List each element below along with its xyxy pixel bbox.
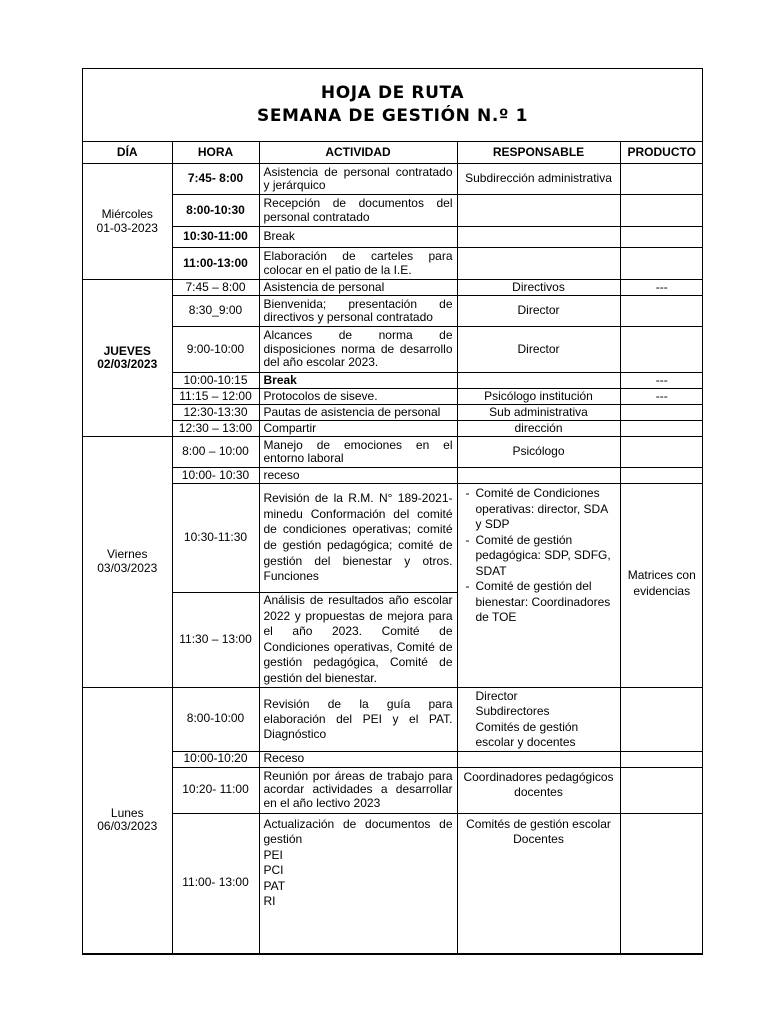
responsable-cell: Psicólogo	[457, 437, 620, 468]
actividad-cell: Asistencia de personal contratado y jerárquico	[259, 164, 457, 195]
hora-cell: 10:00-10:15	[172, 373, 259, 389]
producto-cell	[620, 248, 703, 280]
hora-cell: 10:00- 10:30	[172, 468, 259, 484]
list-item: Subdirectores	[475, 704, 550, 719]
table-row	[83, 813, 703, 953]
hora-cell: 10:30-11:30	[172, 484, 259, 593]
day-date: 02/03/2023	[97, 357, 158, 371]
header-hora: HORA	[172, 142, 259, 164]
table-row	[83, 296, 703, 327]
day-date: 01-03-2023	[96, 220, 158, 235]
header-responsable: RESPONSABLE	[457, 142, 620, 164]
hora-cell: 8:00-10:00	[172, 687, 259, 751]
list-item: Comités de gestión escolar y docentes	[475, 719, 579, 750]
responsable-cell	[457, 687, 620, 751]
title-line-2: SEMANA DE GESTIÓN N.º 1	[256, 106, 529, 126]
day-name: Viernes	[107, 547, 148, 562]
actividad-cell: Revisión de la guía para elaboración del PEI y el PAT. Diagnóstico	[259, 687, 457, 751]
hora-cell: 9:00-10:00	[172, 327, 259, 373]
producto-cell: ---	[620, 389, 703, 405]
table-row	[83, 280, 703, 296]
responsable-cell: Director	[457, 296, 620, 327]
list-item: - Comité de Condiciones operativas: director, SDA y SDP	[476, 486, 616, 533]
actividad-cell: Manejo de emociones en el entorno laboral	[259, 437, 457, 468]
hora-cell: 10:30-11:00	[172, 227, 259, 248]
producto-cell	[620, 468, 703, 484]
responsable-cell	[457, 195, 620, 227]
actividad-cell: Break	[259, 227, 457, 248]
actividad-cell: Reunión por áreas de trabajo para acordar actividades a desarrollar en el año lectivo 2023	[259, 767, 457, 813]
responsable-cell	[457, 373, 620, 389]
actividad-cell: Break	[259, 373, 457, 389]
actividad-cell: Elaboración de carteles para colocar en el patio de la I.E.	[259, 248, 457, 280]
responsable-cell: Sub administrativa	[457, 405, 620, 421]
day-name: Miércoles	[101, 207, 153, 221]
day-name: Lunes	[110, 805, 144, 820]
day-cell	[83, 164, 172, 280]
producto-cell	[620, 421, 703, 437]
actividad-cell: Asistencia de personal	[259, 280, 457, 296]
actividad-cell: receso	[259, 468, 457, 484]
producto-cell	[620, 195, 703, 227]
header-actividad: ACTIVIDAD	[259, 142, 457, 164]
day-cell	[83, 280, 172, 437]
responsable-cell	[457, 813, 620, 953]
table-row	[83, 389, 703, 405]
doc-item: RI	[263, 894, 276, 909]
hora-cell: 7:45 – 8:00	[172, 280, 259, 296]
hora-cell: 12:30-13:30	[172, 405, 259, 421]
table-row	[83, 437, 703, 468]
table-row	[83, 405, 703, 421]
producto-cell	[620, 687, 703, 751]
actividad-cell: Revisión de la R.M. N° 189-2021-minedu Conformación del comité de condiciones operativas; comité de gestión pedagógica; comité de gestión del bienestar y otros. Funciones	[259, 484, 457, 593]
header-row	[83, 142, 703, 164]
day-name: JUEVES	[103, 343, 151, 358]
table-row	[83, 767, 703, 813]
doc-item: PAT	[263, 878, 286, 893]
actividad-cell: Recepción de documentos del personal contratado	[259, 195, 457, 227]
responsable-cell: dirección	[457, 421, 620, 437]
list-item: Director	[475, 688, 518, 703]
actividad-cell: Compartir	[259, 421, 457, 437]
producto-cell	[620, 327, 703, 373]
producto-cell: Matrices con evidencias	[620, 484, 703, 688]
list-item: - Comité de gestión del bienestar: Coordinadores de TOE	[476, 579, 616, 626]
producto-cell: ---	[620, 280, 703, 296]
actividad-cell: Receso	[259, 751, 457, 767]
actividad-cell: Análisis de resultados año escolar 2022 y propuestas de mejora para el año 2023. Comité de Condiciones operativas, Comité de gestión pedagógica, Comité de gestión del bienestar.	[259, 593, 457, 688]
table-row	[83, 373, 703, 389]
activity-text: Actualización de documentos de gestión	[263, 816, 453, 847]
responsable-cell	[457, 751, 620, 767]
table-row	[83, 751, 703, 767]
responsable-cell	[457, 468, 620, 484]
responsable-cell: Directivos	[457, 280, 620, 296]
title-line-1: HOJA DE RUTA	[320, 83, 465, 103]
list-item: - Comité de gestión pedagógica: SDP, SDFG, SDAT	[476, 533, 616, 580]
hora-cell: 11:15 – 12:00	[172, 389, 259, 405]
committee-list	[462, 486, 616, 626]
producto-cell	[620, 405, 703, 421]
actividad-cell: Bienvenida; presentación de directivos y personal contratado	[259, 296, 457, 327]
hora-cell: 11:00-13:00	[172, 248, 259, 280]
responsable-cell: Director	[457, 327, 620, 373]
table-row	[83, 195, 703, 227]
hora-cell: 11:30 – 13:00	[172, 593, 259, 688]
table-row	[83, 227, 703, 248]
document-title	[83, 69, 702, 142]
actividad-cell: Alcances de norma de disposiciones norma de desarrollo del año escolar 2023.	[259, 327, 457, 373]
hora-cell: 7:45- 8:00	[172, 164, 259, 195]
producto-cell	[620, 296, 703, 327]
producto-cell	[620, 813, 703, 953]
hora-cell: 10:00-10:20	[172, 751, 259, 767]
list-item: Comités de gestión escolar	[466, 816, 611, 831]
actividad-cell: Protocolos de siseve.	[259, 389, 457, 405]
responsable-cell	[457, 248, 620, 280]
table-row	[83, 484, 703, 593]
actividad-cell	[259, 813, 457, 953]
hora-cell: 11:00- 13:00	[172, 813, 259, 953]
schedule-table	[83, 142, 703, 954]
list-item: docentes	[514, 785, 563, 800]
hora-cell: 10:20- 11:00	[172, 767, 259, 813]
producto-cell: ---	[620, 373, 703, 389]
responsable-cell: Subdirección administrativa	[457, 164, 620, 195]
route-sheet-document	[82, 68, 703, 955]
doc-item: PCI	[263, 863, 284, 878]
list-item: Coordinadores pedagógicos	[463, 769, 614, 784]
day-cell	[83, 687, 172, 953]
table-row	[83, 248, 703, 280]
responsable-cell	[457, 227, 620, 248]
day-date: 06/03/2023	[97, 819, 158, 834]
producto-cell	[620, 751, 703, 767]
hora-cell: 8:00 – 10:00	[172, 437, 259, 468]
day-cell	[83, 437, 172, 688]
actividad-cell: Pautas de asistencia de personal	[259, 405, 457, 421]
table-row	[83, 421, 703, 437]
header-producto: PRODUCTO	[620, 142, 703, 164]
day-date: 03/03/2023	[97, 560, 158, 575]
table-row	[83, 164, 703, 195]
hora-cell: 8:00-10:30	[172, 195, 259, 227]
responsable-list	[462, 689, 616, 751]
producto-cell	[620, 164, 703, 195]
producto-cell	[620, 437, 703, 468]
responsable-cell: Psicólogo institución	[457, 389, 620, 405]
responsable-cell	[457, 484, 620, 688]
producto-cell	[620, 767, 703, 813]
doc-item: PEI	[263, 847, 283, 862]
table-row	[83, 327, 703, 373]
hora-cell: 12:30 – 13:00	[172, 421, 259, 437]
responsable-cell	[457, 767, 620, 813]
producto-cell	[620, 227, 703, 248]
header-dia: DÍA	[83, 142, 172, 164]
table-row	[83, 687, 703, 751]
hora-cell: 8:30_9:00	[172, 296, 259, 327]
list-item: Docentes	[513, 832, 564, 847]
table-row	[83, 468, 703, 484]
